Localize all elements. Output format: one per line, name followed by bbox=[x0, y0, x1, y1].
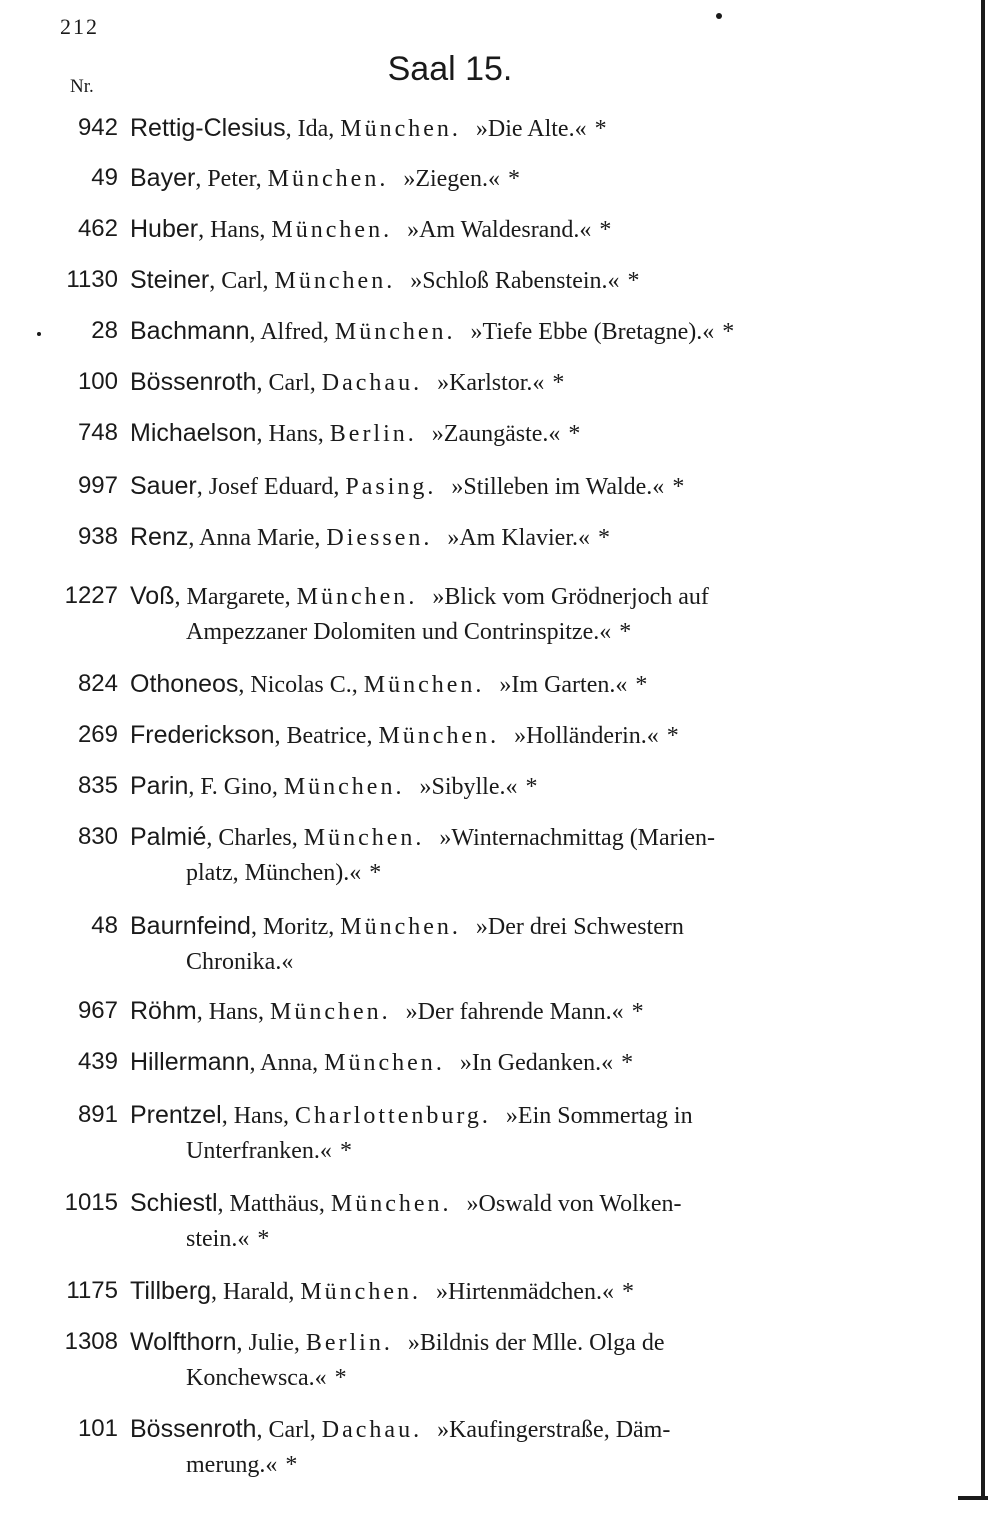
page-number: 212 bbox=[60, 14, 99, 39]
artist-surname: Palmié bbox=[130, 823, 207, 851]
artist-city: Berlin bbox=[329, 421, 408, 447]
entry-line: Bössenroth, Carl, Dachau. »Karlstor.« * bbox=[130, 368, 565, 396]
artist-given-name: Peter bbox=[207, 166, 256, 192]
artist-surname: Renz bbox=[130, 523, 189, 551]
entry-line: Voß, Margarete, München. »Blick vom Grödnerjoch auf bbox=[130, 582, 709, 610]
entry-line: Renz, Anna Marie, Diessen. »Am Klavier.« * bbox=[130, 523, 610, 551]
entry-line: Prentzel, Hans, Charlottenburg. »Ein Sommertag in bbox=[130, 1101, 693, 1129]
artwork-title: »Der fahrende Mann.« bbox=[405, 999, 624, 1025]
artist-city: München bbox=[283, 774, 396, 800]
artwork-title-continued bbox=[186, 614, 631, 650]
artist-city: München bbox=[340, 914, 452, 940]
artist-city: München bbox=[271, 217, 384, 243]
artist-city: Diessen bbox=[326, 525, 424, 551]
artwork-title: »Oswald von Wolken- bbox=[466, 1191, 682, 1217]
star-mark: * bbox=[631, 999, 644, 1025]
entry-line: Parin, F. Gino, München. »Sibylle.« * bbox=[130, 772, 538, 800]
artwork-title: »Am Waldesrand.« bbox=[407, 217, 592, 243]
artwork-title-continued bbox=[186, 1133, 352, 1169]
artist-surname: Röhm bbox=[130, 997, 197, 1025]
artwork-title: »Schloß Rabenstein.« bbox=[410, 268, 620, 294]
entry-line: Rettig-Clesius, Ida, München. »Die Alte.« * bbox=[130, 114, 607, 142]
artist-surname: Voß bbox=[130, 582, 175, 610]
entry-line: Hillermann, Anna, München. »In Gedanken.« * bbox=[130, 1048, 634, 1076]
artwork-title: »Der drei Schwestern bbox=[475, 914, 684, 940]
artwork-title: »Stilleben im Walde.« bbox=[451, 474, 665, 500]
artwork-title: »In Gedanken.« bbox=[459, 1050, 614, 1076]
entry-line: Palmié, Charles, München. »Winternachmittag (Marien- bbox=[130, 823, 715, 851]
artist-surname: Othoneos bbox=[130, 670, 239, 698]
artist-given-name: Carl bbox=[268, 370, 310, 396]
artist-city: Dachau bbox=[321, 1417, 414, 1443]
artwork-title: »Blick vom Grödnerjoch auf bbox=[432, 584, 709, 610]
artwork-title-continued bbox=[186, 1221, 269, 1257]
entry-line: Tillberg, Harald, München. »Hirtenmädchen.« * bbox=[130, 1277, 634, 1305]
artist-surname: Michaelson bbox=[130, 419, 257, 447]
artwork-title: »Hirtenmädchen.« bbox=[436, 1279, 614, 1305]
star-mark: * bbox=[666, 723, 679, 749]
star-mark: * bbox=[672, 474, 685, 500]
artist-given-name: Beatrice bbox=[286, 723, 367, 749]
artist-city: München bbox=[330, 1191, 443, 1217]
star-mark: * bbox=[334, 1365, 347, 1391]
artist-city: München bbox=[378, 723, 491, 749]
star-mark: * bbox=[369, 860, 382, 886]
artist-city: München bbox=[267, 166, 380, 192]
artist-given-name: Hans bbox=[210, 217, 260, 243]
artwork-title-continued-text: stein.« bbox=[186, 1226, 250, 1252]
entry-number: 1175 bbox=[66, 1277, 118, 1304]
star-mark: * bbox=[552, 370, 565, 396]
entry-number: 49 bbox=[91, 164, 118, 191]
entry-number: 942 bbox=[77, 114, 118, 141]
artist-city: München bbox=[303, 825, 416, 851]
entry-line: Wolfthorn, Julie, Berlin. »Bildnis der Mlle. Olga de bbox=[130, 1328, 665, 1356]
artwork-title: »Die Alte.« bbox=[475, 116, 587, 142]
artist-given-name: Margarete bbox=[186, 584, 285, 610]
entry-number: 1130 bbox=[66, 266, 118, 293]
star-mark: * bbox=[568, 421, 581, 447]
artist-given-name: Carl bbox=[221, 268, 263, 294]
artist-given-name: Julie bbox=[248, 1330, 294, 1356]
star-mark: * bbox=[722, 319, 735, 345]
entry-number: 1015 bbox=[64, 1189, 118, 1216]
artist-surname: Bayer bbox=[130, 164, 196, 192]
entry-number: 101 bbox=[77, 1415, 118, 1442]
star-mark: * bbox=[507, 166, 520, 192]
entry-line: Othoneos, Nicolas C., München. »Im Garten.« * bbox=[130, 670, 648, 698]
artist-city: München bbox=[363, 672, 476, 698]
artist-surname: Schiestl bbox=[130, 1189, 218, 1217]
artist-city: Pasing bbox=[345, 474, 428, 500]
entry-number: 967 bbox=[77, 997, 118, 1024]
artist-city: München bbox=[274, 268, 387, 294]
entry-number: 1227 bbox=[64, 582, 118, 609]
star-mark: * bbox=[621, 1279, 634, 1305]
artist-given-name: Nicolas C. bbox=[250, 672, 352, 698]
entry-number: 835 bbox=[77, 772, 118, 799]
artist-city: Dachau bbox=[321, 370, 414, 396]
artwork-title: »Am Klavier.« bbox=[447, 525, 590, 551]
entry-line: Sauer, Josef Eduard, Pasing. »Stilleben im Walde.« * bbox=[130, 472, 685, 500]
entry-line: Frederickson, Beatrice, München. »Holländerin.« * bbox=[130, 721, 679, 749]
artist-city: Berlin bbox=[305, 1330, 384, 1356]
artwork-title-continued-text: Chronika.« bbox=[186, 949, 294, 975]
artist-city: München bbox=[270, 999, 382, 1025]
artwork-title: »Karlstor.« bbox=[437, 370, 545, 396]
artist-surname: Steiner bbox=[130, 266, 210, 294]
artist-given-name: Matthäus bbox=[229, 1191, 319, 1217]
entry-line: Baurnfeind, Moritz, München. »Der drei Schwestern bbox=[130, 912, 684, 940]
artist-given-name: Charles bbox=[218, 825, 292, 851]
artwork-title: »Kaufingerstraße, Däm- bbox=[437, 1417, 671, 1443]
artist-surname: Bachmann bbox=[130, 317, 250, 345]
artwork-title-continued-text: Ampezzaner Dolomiten und Contrinspitze.« bbox=[186, 619, 612, 645]
artwork-title: »Ein Sommertag in bbox=[505, 1103, 693, 1129]
star-mark: * bbox=[594, 116, 607, 142]
artwork-title-continued bbox=[186, 944, 301, 980]
artwork-title: »Holländerin.« bbox=[514, 723, 659, 749]
artist-given-name: Harald bbox=[223, 1279, 289, 1305]
star-mark: * bbox=[597, 525, 610, 551]
artwork-title: »Bildnis der Mlle. Olga de bbox=[407, 1330, 665, 1356]
artist-given-name: Josef Eduard bbox=[208, 474, 334, 500]
artist-surname: Tillberg bbox=[130, 1277, 212, 1305]
artwork-title: »Ziegen.« bbox=[403, 166, 500, 192]
entry-number: 824 bbox=[77, 670, 118, 697]
entry-number: 269 bbox=[77, 721, 118, 748]
artwork-title: »Tiefe Ebbe (Bretagne).« bbox=[470, 319, 715, 345]
artist-city: München bbox=[340, 116, 452, 142]
artist-surname: Bössenroth bbox=[130, 368, 257, 396]
entry-number: 28 bbox=[91, 317, 118, 344]
star-mark: * bbox=[627, 268, 640, 294]
artwork-title-continued-text: merung.« bbox=[186, 1452, 278, 1478]
entry-line: Bayer, Peter, München. »Ziegen.« * bbox=[130, 164, 520, 192]
artwork-title-continued-text: Konchewsca.« bbox=[186, 1365, 327, 1391]
star-mark: * bbox=[285, 1452, 298, 1478]
artist-surname: Wolfthorn bbox=[130, 1328, 237, 1356]
star-mark: * bbox=[525, 774, 538, 800]
entry-number: 938 bbox=[77, 523, 118, 550]
entry-number: 439 bbox=[77, 1048, 118, 1075]
artist-surname: Bössenroth bbox=[130, 1415, 257, 1443]
artist-given-name: Anna bbox=[260, 1050, 313, 1076]
entry-number: 748 bbox=[77, 419, 118, 446]
artist-given-name: F. Gino bbox=[200, 774, 272, 800]
entry-line: Michaelson, Hans, Berlin. »Zaungäste.« * bbox=[130, 419, 581, 447]
star-mark: * bbox=[621, 1050, 634, 1076]
entry-line: Bössenroth, Carl, Dachau. »Kaufingerstraße, Däm- bbox=[130, 1415, 671, 1443]
artwork-title-continued-text: Unterfranken.« bbox=[186, 1138, 332, 1164]
star-mark: * bbox=[599, 217, 612, 243]
entry-line: Steiner, Carl, München. »Schloß Rabenstein.« * bbox=[130, 266, 640, 294]
artist-surname: Sauer bbox=[130, 472, 197, 500]
artwork-title-continued-text: platz, München).« bbox=[186, 860, 362, 886]
artist-city: Charlottenburg bbox=[295, 1103, 482, 1129]
artwork-title-continued bbox=[186, 1447, 297, 1483]
artwork-title: »Zaungäste.« bbox=[431, 421, 561, 447]
artist-given-name: Carl bbox=[268, 1417, 310, 1443]
artist-given-name: Hans bbox=[208, 999, 259, 1025]
artist-given-name: Moritz bbox=[262, 914, 329, 940]
artist-city: München bbox=[296, 584, 409, 610]
artist-given-name: Alfred bbox=[260, 319, 323, 345]
artist-city: München bbox=[324, 1050, 436, 1076]
artist-given-name: Hans bbox=[233, 1103, 284, 1129]
entry-line: Bachmann, Alfred, München. »Tiefe Ebbe (Bretagne).« * bbox=[130, 317, 735, 345]
artist-surname: Prentzel bbox=[130, 1101, 222, 1129]
artwork-title-continued bbox=[186, 855, 381, 891]
artist-surname: Parin bbox=[130, 772, 189, 800]
entry-line: Huber, Hans, München. »Am Waldesrand.« * bbox=[130, 215, 612, 243]
entry-number: 830 bbox=[77, 823, 118, 850]
star-mark: * bbox=[619, 619, 632, 645]
artist-surname: Baurnfeind bbox=[130, 912, 251, 940]
artist-city: München bbox=[334, 319, 447, 345]
artist-given-name: Ida bbox=[297, 116, 329, 142]
entry-number: 100 bbox=[77, 368, 118, 395]
artwork-title-continued bbox=[186, 1360, 347, 1396]
artist-surname: Rettig-Clesius bbox=[130, 114, 286, 142]
page-title: Saal 15. bbox=[387, 50, 513, 88]
artwork-title: »Im Garten.« bbox=[499, 672, 628, 698]
artist-city: München bbox=[300, 1279, 412, 1305]
entry-number: 462 bbox=[77, 215, 118, 242]
star-mark: * bbox=[339, 1138, 352, 1164]
artwork-title: »Sibylle.« bbox=[419, 774, 518, 800]
entry-line: Schiestl, Matthäus, München. »Oswald von Wolken- bbox=[130, 1189, 682, 1217]
entry-line: Röhm, Hans, München. »Der fahrende Mann.« * bbox=[130, 997, 644, 1025]
nr-column-label: Nr. bbox=[70, 76, 94, 97]
artist-surname: Huber bbox=[130, 215, 199, 243]
entry-number: 997 bbox=[77, 472, 118, 499]
star-mark: * bbox=[257, 1226, 270, 1252]
artist-given-name: Hans bbox=[268, 421, 318, 447]
entry-number: 1308 bbox=[64, 1328, 118, 1355]
artwork-title: »Winternachmittag (Marien- bbox=[439, 825, 715, 851]
entry-number: 48 bbox=[91, 912, 118, 939]
artist-surname: Hillermann bbox=[130, 1048, 250, 1076]
artist-given-name: Anna Marie bbox=[199, 525, 315, 551]
entry-number: 891 bbox=[77, 1101, 118, 1128]
artist-surname: Frederickson bbox=[130, 721, 275, 749]
star-mark: * bbox=[635, 672, 648, 698]
